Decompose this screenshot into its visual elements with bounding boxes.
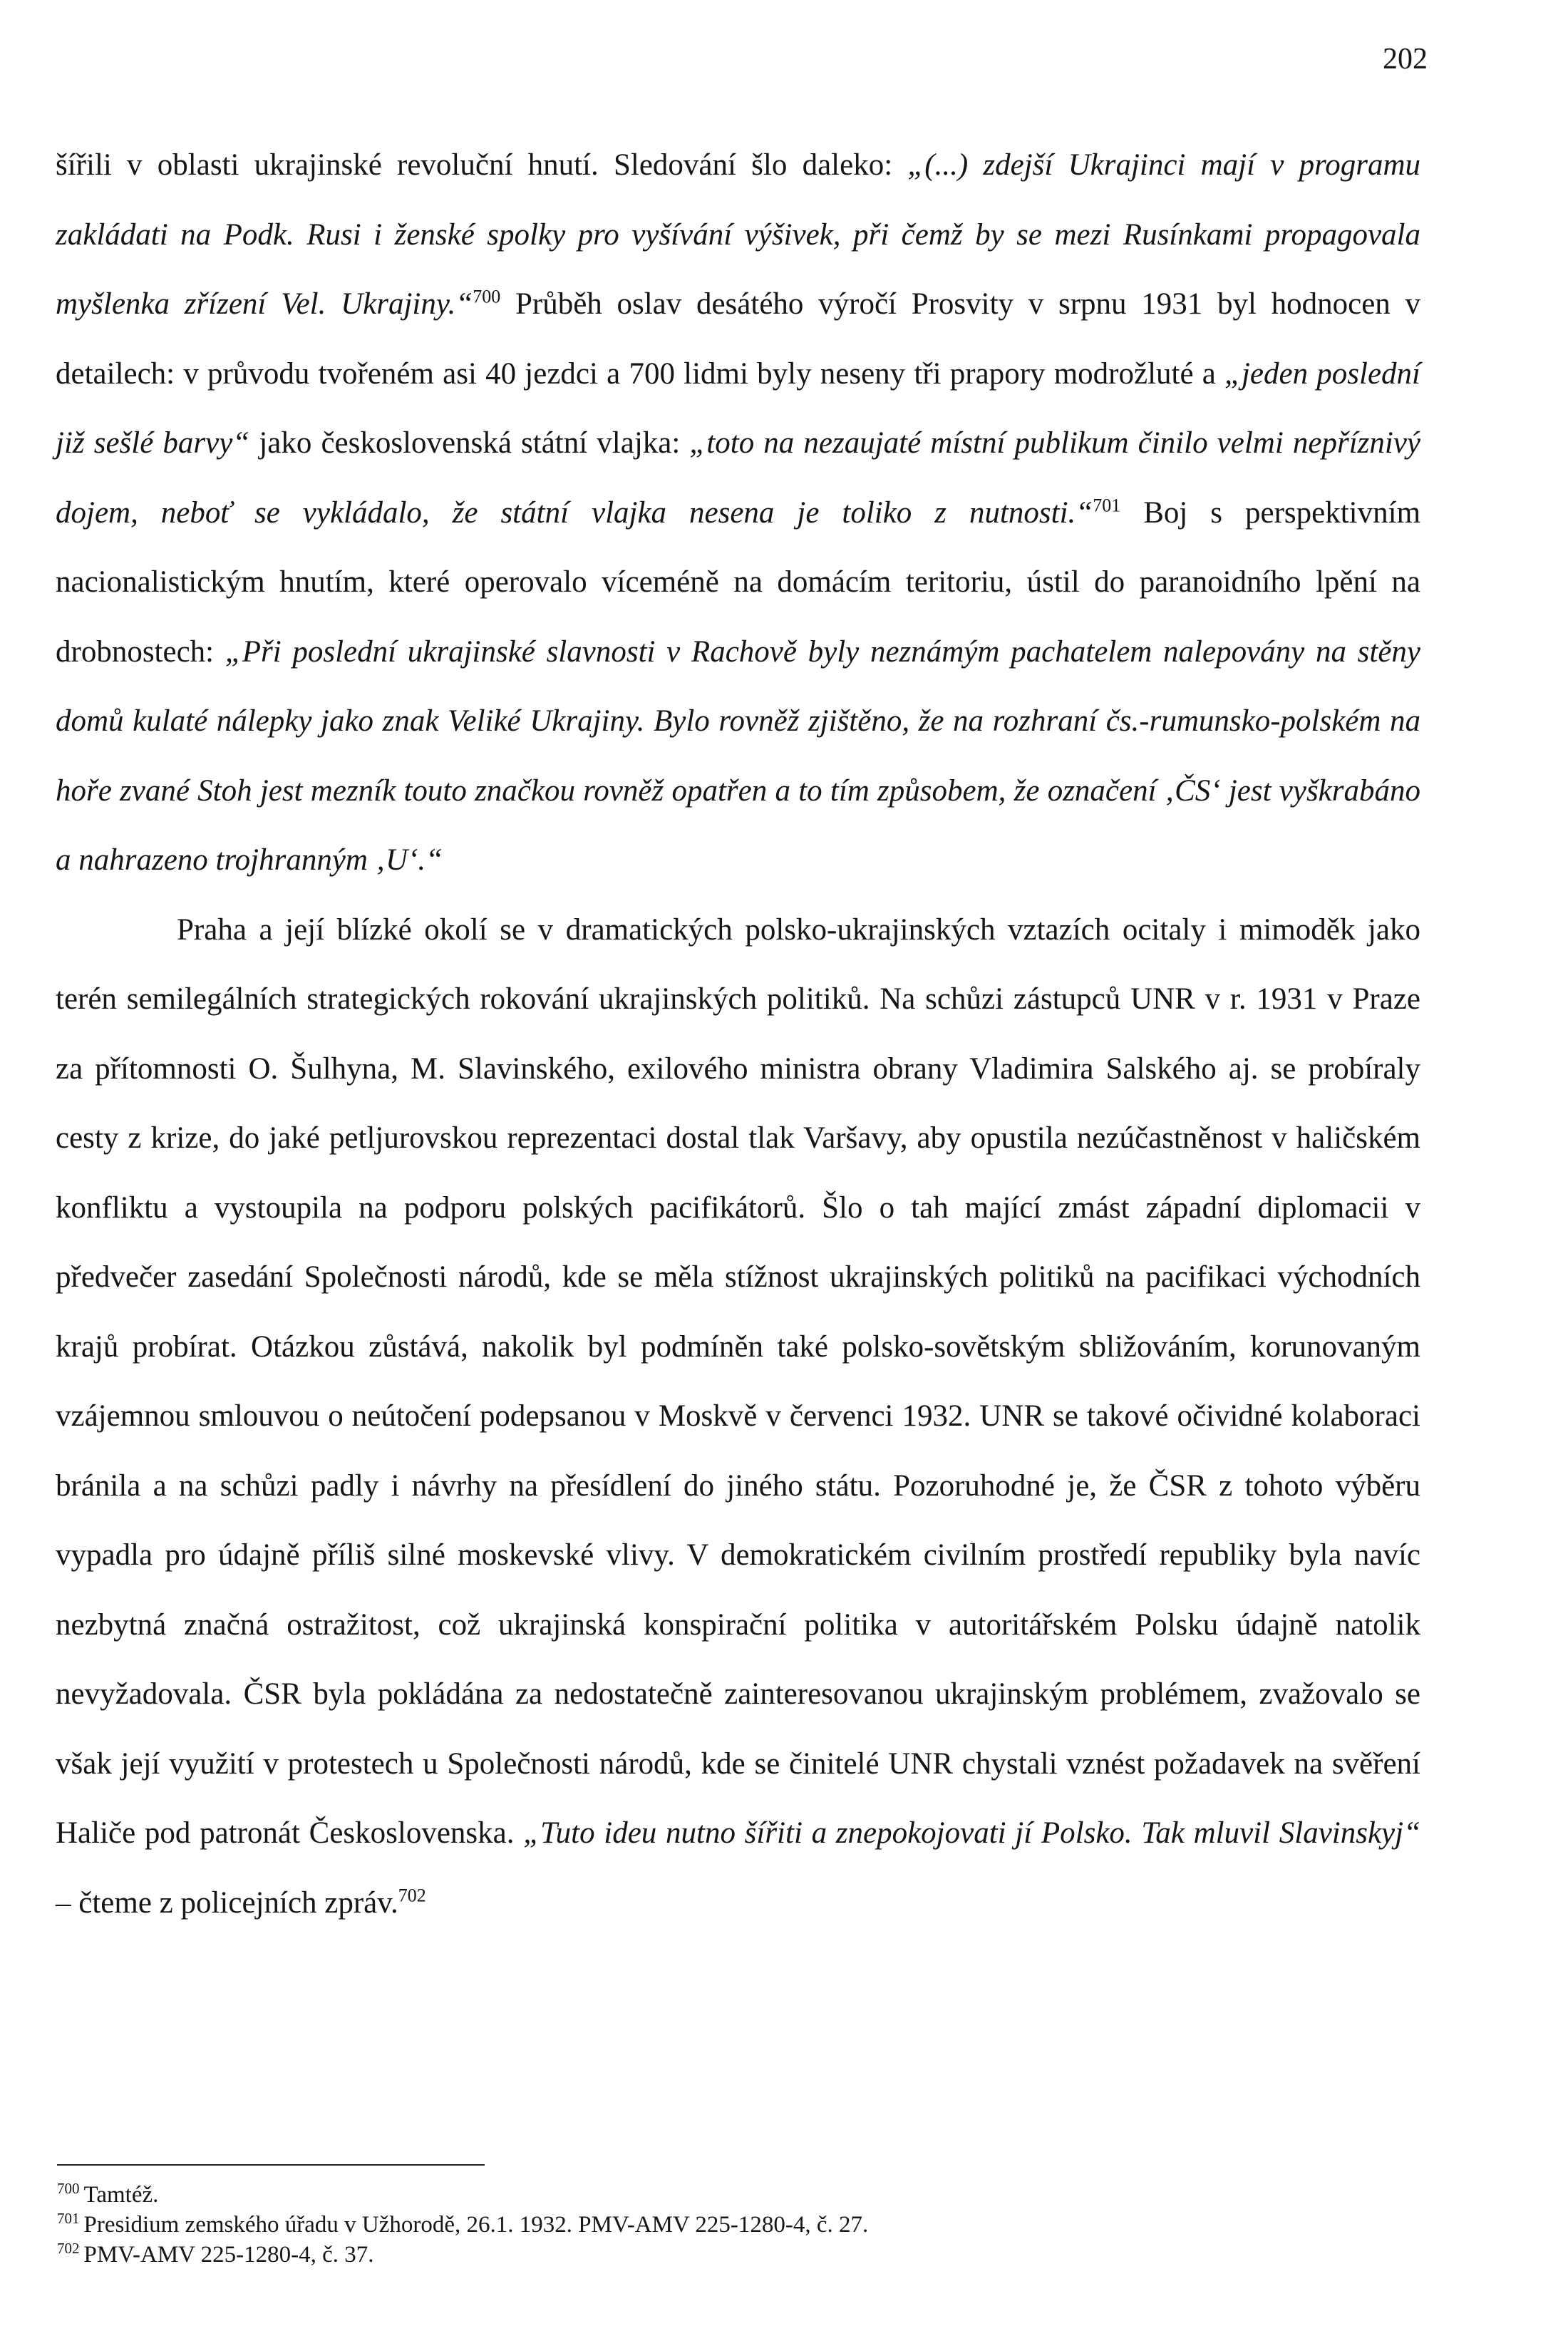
footnote-text: Presidium zemského úřadu v Užhorodě, 26.1. 1932. PMV-AMV 225-1280-4, č. 27.	[83, 2212, 869, 2238]
page-number: 202	[1383, 43, 1428, 76]
footnotes	[57, 2180, 1411, 2270]
footnote-702	[57, 2240, 1411, 2270]
paragraph-1	[56, 130, 1420, 895]
footnote-reference: 700	[473, 286, 501, 307]
quoted-text: „toto na nezaujaté místní publikum činilo velmi nepříznivý dojem, neboť se vykládalo, že státní vlajka nesena je toliko z nutnosti.“	[56, 426, 1420, 530]
main-text	[56, 130, 1420, 1938]
footnote-700	[57, 2180, 1411, 2210]
footnote-number: 702	[57, 2240, 80, 2257]
text-run: jako československá státní vlajka:	[249, 426, 690, 460]
text-run: šířili v oblasti ukrajinské revoluční hnutí. Sledování šlo daleko:	[56, 148, 908, 182]
text-run: Praha a její blízké okolí se v dramatických polsko-ukrajinských vztazích ocitaly i mimoděk jako terén semilegálních strategických rokování ukrajinských politiků. Na schůzi zástupců UNR v r. 1931 v Praze za přítomnosti O. Šulhyna, M. Slavinského, exilového ministra obrany Vladimira Salského aj. se probíraly cesty z krize, do jaké petljurovskou reprezentaci dostal tlak Varšavy, aby opustila nezúčastněnost v haličském konfliktu a vystoupila na podporu polských pacifikátorů. Šlo o tah mající zmást západní diplomacii v předvečer zasedání Společnosti národů, kde se měla stížnost ukrajinských politiků na pacifikaci východních krajů probírat. Otázkou zůstává, nakolik byl podmíněn také polsko-sovětským sbližováním, korunovaným vzájemnou smlouvou o neútočení podepsanou v Moskvě v červenci 1932. UNR se takové očividné kolaboraci bránila a na schůzi padly i návrhy na přesídlení do jiného státu. Pozoruhodné je, že ČSR z tohoto výběru vypadla pro údajně příliš silné moskevské vlivy. V demokratickém civilním prostředí republiky byla navíc nezbytná značná ostražitost, což ukrajinská konspirační politika v autoritářském Polsku údajně natolik nevyžadovala. ČSR byla pokládána za nedostatečně zainteresovanou ukrajinským problémem, zvažovalo se však její využití v protestech u Společnosti národů, kde se činitelé UNR chystali vznést požadavek na svěření Haliče pod patronát Československa.	[56, 912, 1420, 1850]
quoted-text: „jeden poslední již sešlé barvy“	[56, 356, 1420, 460]
quoted-text: „Tuto ideu nutno šířiti a znepokojovati jí Polsko. Tak mluvil Slavinskyj“	[523, 1816, 1420, 1850]
quoted-text: „(...) zdejší Ukrajinci mají v programu zakládati na Podk. Rusi i ženské spolky pro vyšívání výšivek, při čemž by se mezi Rusínkami propagovala myšlenka zřízení Vel. Ukrajiny.“	[56, 148, 1420, 321]
text-run: – čteme z policejních zpráv.	[56, 1885, 398, 1920]
footnote-number: 700	[57, 2180, 80, 2197]
footnote-separator	[57, 2164, 485, 2166]
text-run: Průběh oslav desátého výročí Prosvity v srpnu 1931 byl hodnocen v detailech: v průvodu tvořeném asi 40 jezdci a 700 lidmi byly neseny tři prapory modrožluté a	[56, 287, 1421, 391]
footnote-text: Tamtéž.	[83, 2182, 159, 2208]
text-run: Boj s perspektivním nacionalistickým hnutím, které operovalo víceméně na domácím teritoriu, ústil do paranoidního lpění na drobnostech:	[56, 495, 1421, 669]
footnote-number: 701	[57, 2210, 80, 2227]
quoted-text: „Při poslední ukrajinské slavnosti v Rachově byly neznámým pachatelem nalepovány na stěny domů kulaté nálepky jako znak Veliké Ukrajiny. Bylo rovněž zjištěno, že na rozhraní čs.-rumunsko-polském na hoře zvané Stoh jest mezník touto značkou rovněž opatřen a to tím způsobem, že označení ‚ČS‘ jest vyškrabáno a nahrazeno trojhranným ‚U‘.“	[56, 634, 1420, 877]
paragraph-2	[56, 895, 1420, 1938]
footnote-701	[57, 2210, 1411, 2240]
footnote-text: PMV-AMV 225-1280-4, č. 37.	[83, 2242, 374, 2268]
footnote-reference: 702	[398, 1885, 426, 1906]
footnote-reference: 701	[1093, 495, 1121, 516]
